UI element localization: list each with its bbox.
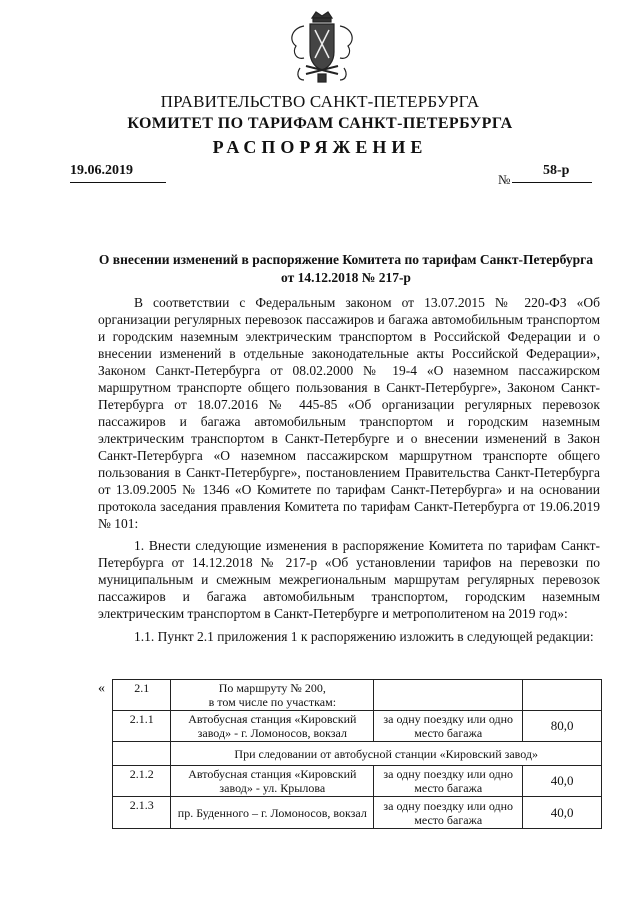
table-row bbox=[113, 742, 602, 766]
document-type-title: РАСПОРЯЖЕНИЕ bbox=[212, 137, 428, 157]
section-header-cell: При следовании от автобусной станции «Кировский завод» bbox=[171, 742, 602, 766]
price-cell: 40,0 bbox=[523, 797, 602, 829]
table-row bbox=[113, 680, 602, 711]
document-subject bbox=[96, 251, 596, 287]
unit-cell: за одну поездку или одно место багажа bbox=[374, 766, 523, 797]
unit-cell: за одну поездку или одно место багажа bbox=[374, 711, 523, 742]
clause-1-paragraph: 1. Внести следующие изменения в распоряжение Комитета по тарифам Санкт-Петербурга от 14.12.2018 № 217-р «Об установлении тарифов на перевозки по муниципальным и смежным межрегиональным маршрутам регулярных перевозок пассажиров и багажа автомобильным транспортом, городским наземным электрическим транспортом в Санкт-Петербурге и метрополитеном на 2019 год»: bbox=[98, 538, 600, 621]
coat-of-arms-emblem bbox=[282, 8, 362, 86]
government-title: ПРАВИТЕЛЬСТВО САНКТ-ПЕТЕРБУРГА bbox=[160, 92, 480, 111]
table-row bbox=[113, 797, 602, 829]
committee-title: КОМИТЕТ ПО ТАРИФАМ САНКТ-ПЕТЕРБУРГА bbox=[127, 115, 513, 132]
row-number: 2.1 bbox=[113, 680, 171, 711]
route-cell bbox=[171, 680, 374, 711]
unit-cell bbox=[374, 680, 523, 711]
preamble-paragraph: В соответствии с Федеральным законом от 13.07.2015 № 220-ФЗ «Об организации регулярных перевозок пассажиров и багажа автомобильным транспортом и городским наземным электрическим транспортом в Российской Федерации и о внесении изменений в отдельные законодательные акты Российской Федерации», Законом Санкт-Петербурга от 08.02.2000 № 19-4 «О наземном пассажирском маршрутном транспорте общего пользования в Санкт-Петербурге», Законом Санкт-Петербурга от 18.07.2016 № 445-85 «Об организации регулярных перевозок пассажиров и багажа автомобильным транспортом и городским наземным электрическим транспортом в Санкт-Петербурге и о внесении изменений в Закон Санкт-Петербурга «О наземном пассажирском маршрутном транспорте общего пользования в Санкт-Петербурге», постановлением Правительства Санкт-Петербурга от 13.09.2005 № 1346 «О Комитете по тарифам Санкт-Петербурга» и на основании протокола заседания правления Комитета по тарифам Санкт-Петербурга от 19.06.2019 № 101: bbox=[98, 295, 600, 531]
route-cell: Автобусная станция «Кировский завод» - г. Ломоносов, вокзал bbox=[171, 711, 374, 742]
row-number: 2.1.3 bbox=[113, 797, 171, 829]
document-number: 58-р bbox=[543, 163, 570, 178]
route-cell: Автобусная станция «Кировский завод» - ул. Крылова bbox=[171, 766, 374, 797]
number-label: № bbox=[498, 172, 511, 187]
route-line: По маршруту № 200, bbox=[218, 681, 326, 695]
subject-line-1: О внесении изменений в распоряжение Комитета по тарифам Санкт-Петербурга bbox=[98, 252, 594, 267]
row-number: 2.1.1 bbox=[113, 711, 171, 742]
route-line: в том числе по участкам: bbox=[208, 695, 337, 709]
price-cell: 80,0 bbox=[523, 711, 602, 742]
route-cell: пр. Буденного – г. Ломоносов, вокзал bbox=[171, 797, 374, 829]
tariff-table bbox=[112, 679, 602, 829]
subject-line-2: от 14.12.2018 № 217-р bbox=[281, 270, 411, 285]
row-number bbox=[113, 742, 171, 766]
number-underline bbox=[512, 182, 592, 183]
price-cell bbox=[523, 680, 602, 711]
document-date: 19.06.2019 bbox=[70, 163, 133, 178]
unit-cell: за одну поездку или одно место багажа bbox=[374, 797, 523, 829]
opening-quote-mark: « bbox=[98, 681, 105, 696]
table-row bbox=[113, 711, 602, 742]
table-row bbox=[113, 766, 602, 797]
price-cell: 40,0 bbox=[523, 766, 602, 797]
date-underline bbox=[70, 182, 166, 183]
clause-1-1-paragraph: 1.1. Пункт 2.1 приложения 1 к распоряжению изложить в следующей редакции: bbox=[134, 629, 594, 644]
row-number: 2.1.2 bbox=[113, 766, 171, 797]
